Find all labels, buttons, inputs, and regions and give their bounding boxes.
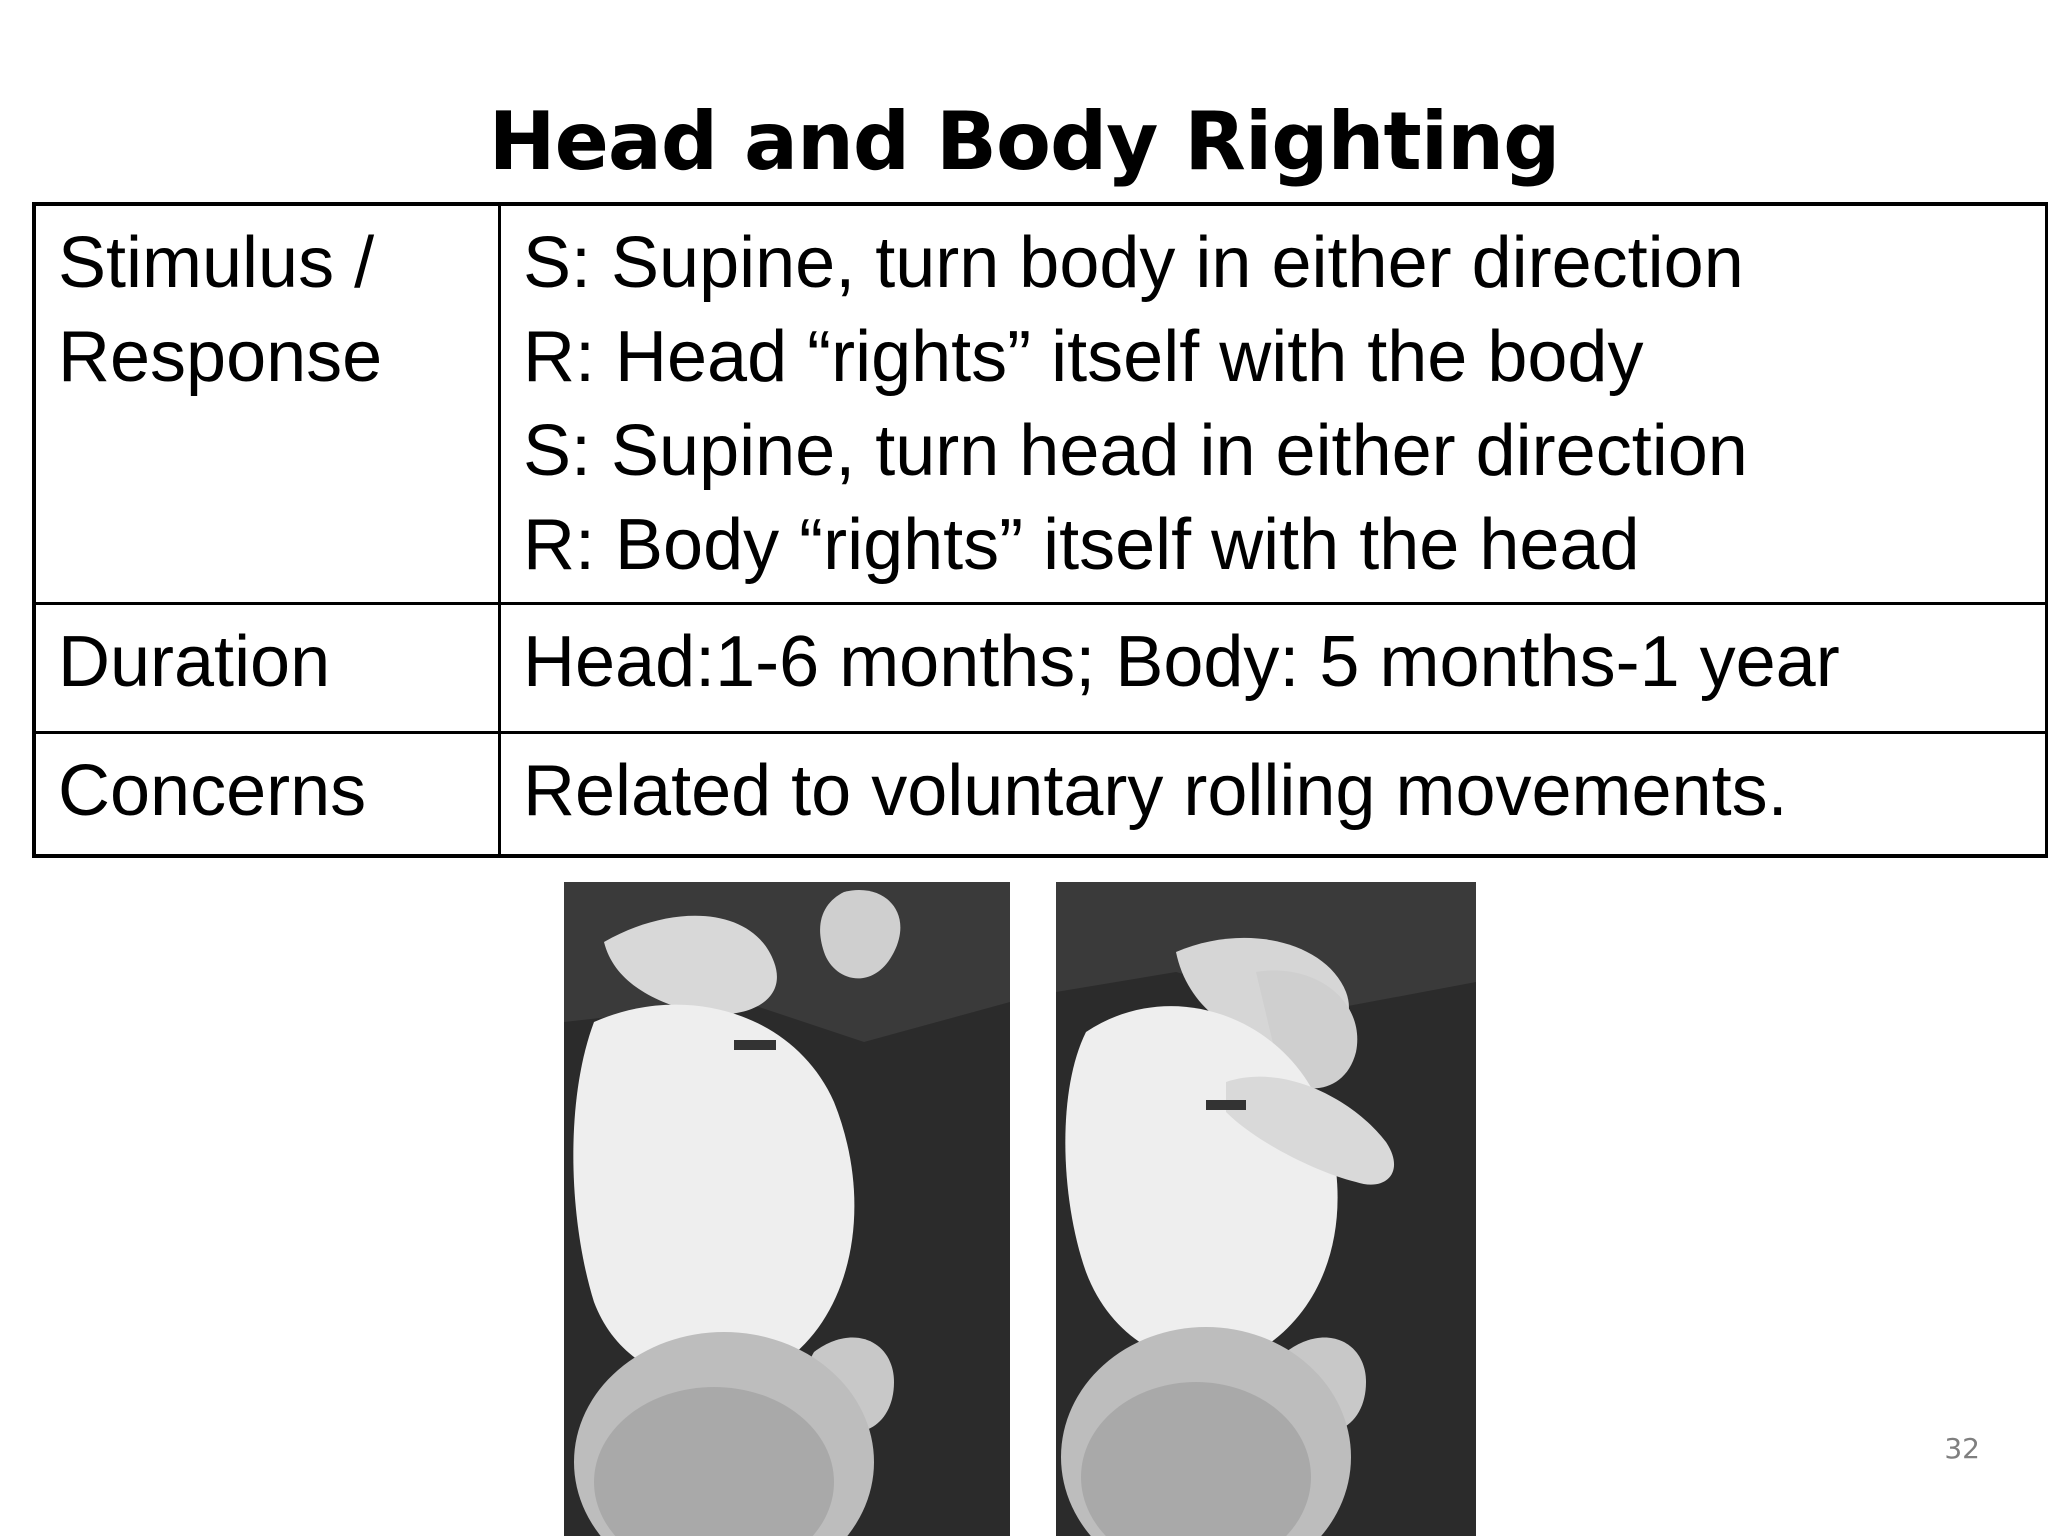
- infant-photo-right: [1056, 882, 1476, 1536]
- row-value: [500, 733, 2047, 857]
- value-line: S: Supine, turn head in either direction: [523, 411, 1748, 491]
- slide-title: Head and Body Righting: [488, 94, 1560, 188]
- row-label: [34, 733, 500, 857]
- page-number: 32: [1944, 1432, 1980, 1465]
- table-row-stimulus-response: [34, 204, 2047, 604]
- infant-illustration: [564, 882, 1010, 1536]
- value-line: S: Supine, turn body in either direction: [523, 223, 1744, 303]
- value-line: R: Body “rights” itself with the head: [523, 505, 1640, 585]
- label-line: Stimulus /: [58, 223, 375, 303]
- reflex-info-table: [32, 202, 2048, 858]
- table-row-duration: [34, 604, 2047, 733]
- label-line: Response: [58, 317, 383, 397]
- row-label: [34, 604, 500, 733]
- infant-illustration: [1056, 882, 1476, 1536]
- row-label: [34, 204, 500, 604]
- infant-photo-figure: [564, 882, 1476, 1536]
- label-line: Concerns: [58, 751, 367, 831]
- value-line: R: Head “rights” itself with the body: [523, 317, 1644, 397]
- value-line: Head:1-6 months; Body: 5 months-1 year: [523, 622, 1840, 702]
- table-row-concerns: [34, 733, 2047, 857]
- value-line: Related to voluntary rolling movements.: [523, 751, 1788, 831]
- infant-photo-left: [564, 882, 1010, 1536]
- row-value: [500, 204, 2047, 604]
- row-value: [500, 604, 2047, 733]
- label-line: Duration: [58, 622, 331, 702]
